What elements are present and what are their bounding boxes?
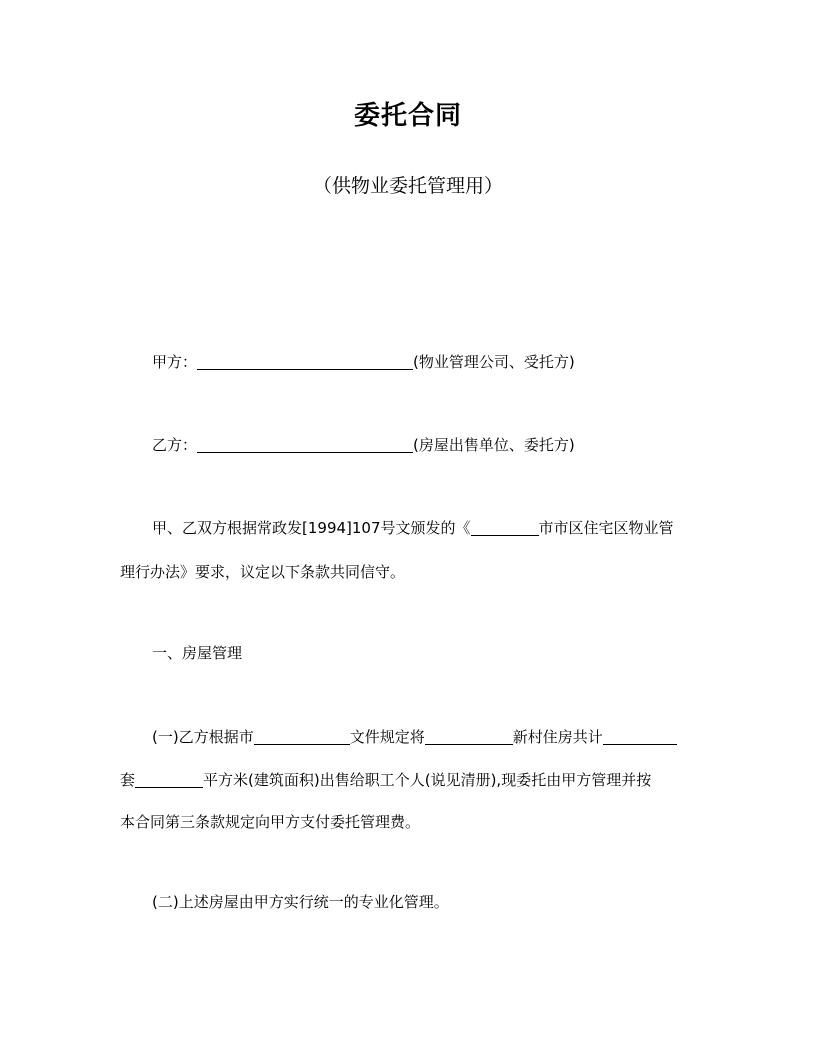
document-title: 委托合同 (353, 101, 462, 131)
clause-2-line: (二)上述房屋由甲方实行统一的专业化管理。 (152, 893, 449, 911)
party-a-blank (197, 353, 413, 370)
party-a-line (152, 351, 700, 373)
clause-1-city-blank (254, 728, 350, 745)
clause-1-text-d: 套 (120, 771, 136, 789)
clause-1-line-1 (152, 726, 700, 748)
party-b-blank (197, 436, 413, 453)
document-subtitle: （供物业委托管理用） (312, 175, 503, 197)
preamble-line-1 (152, 517, 700, 539)
preamble-part1: 甲、乙双方根据常政发[1994]107号文颁发的《 (152, 519, 471, 537)
party-b-line (152, 434, 700, 456)
party-b-label: 乙方： (152, 436, 198, 454)
preamble-part2: 市市区住宅区物业管 (538, 519, 674, 537)
party-a-label: 甲方： (152, 353, 198, 371)
clause-1-area-blank (135, 771, 203, 788)
clause-1-text-a: (一)乙方根据市 (152, 728, 254, 746)
clause-1-text-e: 平方米(建筑面积)出售给职工个人(说见清册),现委托由甲方管理并按 (203, 771, 652, 789)
party-b-note: (房屋出售单位、委托方) (413, 436, 575, 454)
clause-1-text-c: 新村住房共计 (512, 728, 603, 746)
clause-1-line-2 (120, 769, 700, 791)
clause-1-estate-blank (425, 728, 513, 745)
preamble-line-2: 理行办法》要求，议定以下条款共同信守。 (120, 563, 406, 581)
clause-1-line-3: 本合同第三条款规定向甲方支付委托管理费。 (120, 813, 421, 831)
clause-1-count-blank (603, 728, 677, 745)
preamble-city-blank (471, 519, 539, 536)
clause-1-text-b: 文件规定将 (349, 728, 425, 746)
party-a-note: (物业管理公司、受托方) (413, 353, 575, 371)
section-1-heading: 一、房屋管理 (152, 644, 243, 662)
